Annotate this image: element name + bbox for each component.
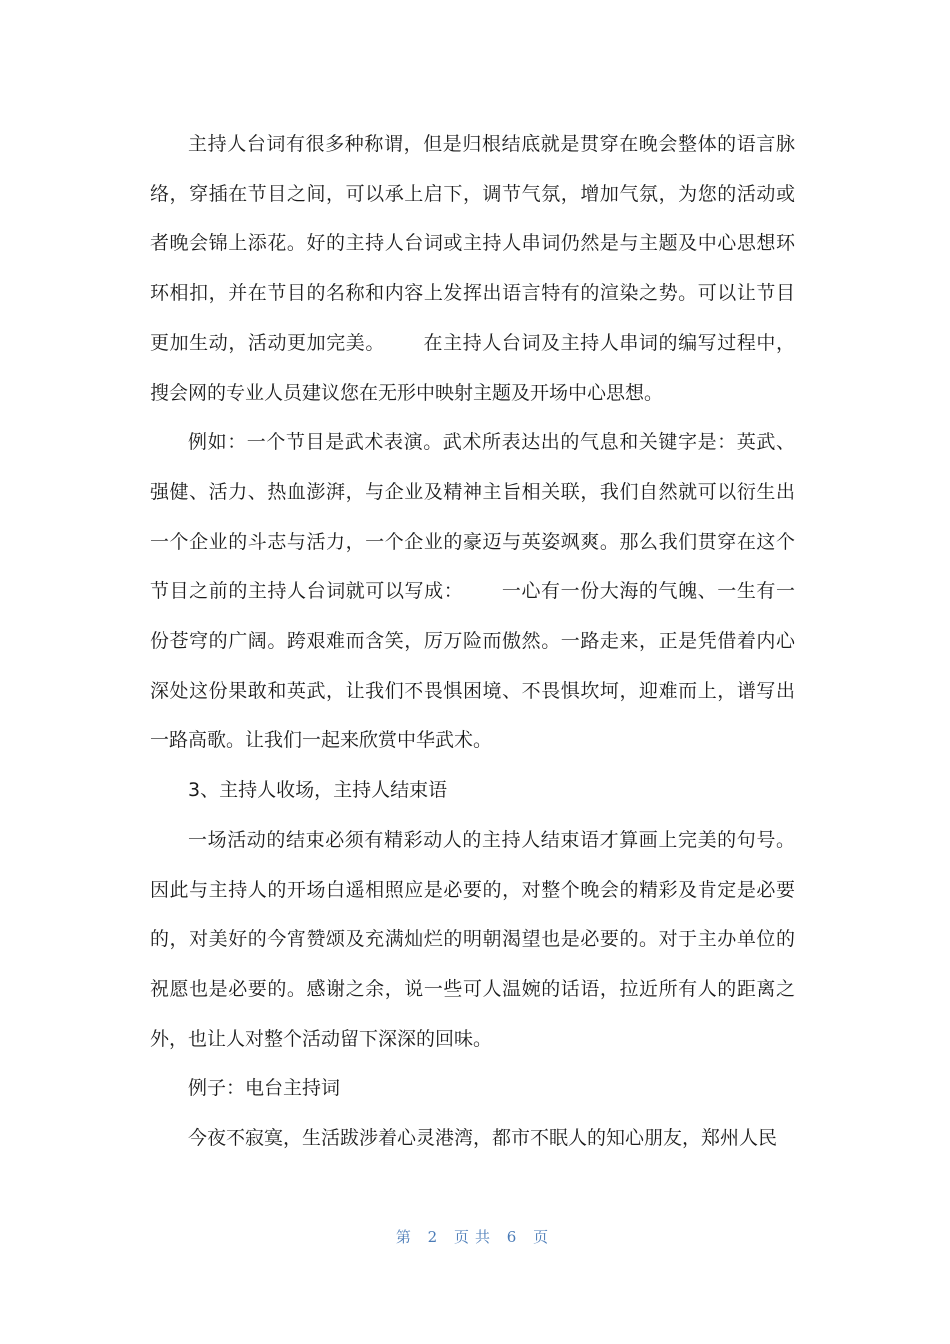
document-body (150, 120, 795, 1164)
section-heading: 3、主持人收场，主持人结束语 (188, 779, 448, 802)
paragraph-host-lines-intro (150, 120, 795, 418)
paragraph-text: 在主持人台词及主持人串词的编写过程中，搜会网的专业人员建议您在无形中映射主题及开场中心思想。 (150, 331, 795, 404)
paragraph-text: 主持人台词有很多种称谓，但是归根结底就是贯穿在晚会整体的语言脉络，穿插在节目之间，可以承上启下，调节气氛，增加气氛，为您的活动或者晚会锦上添花。好的主持人台词或主持人串词仍然是与主题及中心思想环环相扣，并在节目的名称和内容上发挥出语言特有的渲染之势。可以让节目更加生动，活动更加完美。 (150, 133, 795, 354)
example-heading: 例子：电台主持词 (188, 1077, 341, 1100)
paragraph-martial-arts-example (150, 418, 795, 766)
paragraph-radio-host-lines: 今夜不寂寞，生活跋涉着心灵港湾，都市不眠人的知心朋友，郑州人民 (188, 1127, 778, 1150)
paragraph-text: 例如：一个节目是武术表演。武术所表达出的气息和关键字是：英武、强健、活力、热血澎湃，与企业及精神主旨相关联，我们自然就可以衍生出一个企业的斗志与活力，一个企业的豪迈与英姿飒爽。那么我们贯穿在这个节目之前的主持人台词就可以写成： (150, 431, 795, 603)
page-number-footer: 第 2 页共 6 页 (395, 1228, 555, 1246)
paragraph-closing-remarks: 一场活动的结束必须有精彩动人的主持人结束语才算画上完美的句号。因此与主持人的开场白遥相照应是必要的，对整个晚会的精彩及肯定是必要的，对美好的今宵赞颂及充满灿烂的明朝渴望也是必要的。对于主办单位的祝愿也是必要的。感谢之余，说一些可人温婉的话语，拉近所有人的距离之外，也让人对整个活动留下深深的回味。 (150, 828, 795, 1050)
paragraph-text: 一心有一份大海的气魄、一生有一份苍穹的广阔。跨艰难而含笑，厉万险而傲然。一路走来，正是凭借着内心深处这份果敢和英武，让我们不畏惧困境、不畏惧坎坷，迎难而上，谱写出一路高歌。让我们一起来欣赏中华武术。 (150, 580, 795, 752)
